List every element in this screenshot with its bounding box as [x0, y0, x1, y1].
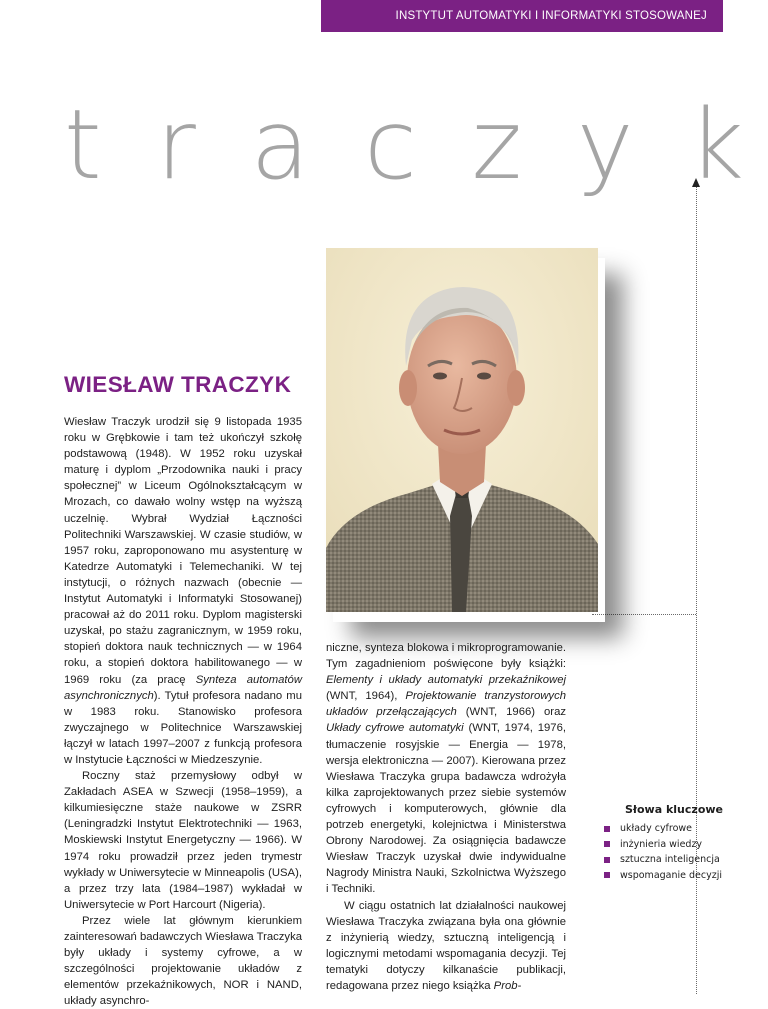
arrow-up-icon: [692, 178, 700, 187]
surname-letter: r: [156, 89, 196, 201]
paragraph: Przez wiele lat głównym kierunkiem zainteresowań badawczych Wiesława Traczyka były układy i systemy cyfrowe, a w szczególności projektowanie układów z elementów przekaźnikowych, NOR i NAND, układy asynchro-: [64, 914, 302, 1008]
surname-letter: k: [688, 89, 744, 201]
square-bullet-icon: [604, 872, 610, 878]
surname-letter: t: [64, 89, 102, 201]
portrait-icon: [326, 248, 598, 612]
article-title: WIESŁAW TRACZYK: [64, 372, 292, 397]
italic-book-title: Synteza automatów asynchronicznych: [64, 673, 302, 702]
surname-letter: z: [471, 89, 523, 201]
paragraph: W ciągu ostatnich lat działalności naukowej Wiesława Traczyka związana była ona głównie z inżynierią wiedzy, sztuczną inteligencją i logicznymi metodami wspomagania decyzji. Tej tematyki dotyczy kilkanaście publikacji, redagowana przez niego książka Prob-: [326, 899, 566, 992]
header-bar: [321, 0, 723, 32]
text-column-middle: [326, 640, 566, 994]
portrait-photo: [326, 248, 598, 612]
keyword-item: układy cyfrowe: [604, 821, 722, 837]
square-bullet-icon: [604, 857, 610, 863]
italic-book-title: Układy cyfrowe automatyki: [326, 722, 464, 735]
paragraph: niczne, synteza blokowa i mikroprogramowanie. Tym zagadnieniom poświęcone były książki: Elementy i układy automatyki przekaźnikowej (WNT, 1964), Projektowanie tranzystorowych układów przełączających (WNT, 1966) oraz Układy cyfrowe automatyki (WNT, 1974, 1976, tłumaczenie rosyjskie — Energia — 1978, wersja elektroniczna — 2007). Kierowana przez Wiesława Traczyka grupa badawcza wdrożyła kilka zaprojektowanych przez siebie systemów cyfrowych i komputerowych, głównie dla potrzeb energetyki, kolejnictwa i Ministerstwa Obrony Narodowej. Za osiągnięcia badawcze Wiesław Traczyk uzyskał dwie indywidualne Nagrody Ministra Nauki, Szkolnictwa Wyższego i Techniki.: [326, 642, 567, 896]
italic-book-title: Projektowanie tranzystorowych układów przełączających: [326, 690, 566, 719]
keywords-list: [604, 821, 722, 883]
surname-letter: y: [576, 89, 634, 201]
square-bullet-icon: [604, 826, 610, 832]
text-column-left: [64, 414, 302, 1009]
paragraph: Roczny staż przemysłowy odbył w Zakładach ASEA w Szwecji (1958–1959), a kilkumiesięczne staże naukowe w ZSRR (Leningradzki Instytut Elektrotechniki — 1963, Moskiewski Instytut Energetyczny — 1966). W 1974 roku prowadził przez jeden trymestr wykłady w Uniwersytecie w Minneapolis (USA), a przez trzy lata (1984–1987) wykładał w Uniwersytecie w Port Harcourt (Nigeria).: [64, 770, 302, 911]
paragraph: Wiesław Traczyk urodził się 9 listopada 1935 roku w Grębkowie i tam też ukończył szkołę podstawową (1948). W 1952 roku uzyskał maturę i dyplom „Przodownika nauki i pracy społecznej” w Liceum Ogólnokształcącym w Mrozach, co dawało wolny wstęp na wyższą uczelnię. Wybrał Wydział Łączności Politechniki Warszawskiej. W czasie studiów, w 1957 roku, zaproponowano mu asystenturę w Katedrze Automatyki i Telemechaniki. W tej instytucji, o różnych nazwach (obecnie — Instytut Automatyki i Informatyki Stosowanej) pracował aż do 2011 roku. Dyplom magisterski uzyskał, po stażu zagranicznym, w 1959 roku, stopień doktora nauk technicznych — w 1964 roku, a stopień doktora habilitowanego — w 1969 roku (za pracę Synteza automatów asynchronicznych). Tytuł profesora nadano mu w 1983 roku. Stanowisko profesora zwyczajnego w Politechnice Warszawskiej łączył w latach 1997–2007 z funkcją profesora w Instytucie Łączności w Miedzeszynie.: [64, 416, 302, 766]
keyword-item: inżynieria wiedzy: [604, 837, 722, 853]
surname-letter: c: [364, 89, 417, 201]
italic-book-title: Prob-: [493, 979, 522, 992]
keyword-item: wspomaganie decyzji: [604, 868, 722, 884]
keyword-item: sztuczna inteligencja: [604, 852, 722, 868]
italic-book-title: Elementy i układy automatyki przekaźnikowej: [326, 674, 566, 687]
decorative-surname: [64, 89, 744, 201]
dotted-timeline-horizontal: [592, 614, 696, 615]
surname-letter: a: [250, 89, 310, 201]
institute-name: INSTYTUT AUTOMATYKI I INFORMATYKI STOSOWANEJ: [395, 10, 707, 22]
keywords-title: Słowa kluczowe: [625, 803, 723, 816]
square-bullet-icon: [604, 841, 610, 847]
